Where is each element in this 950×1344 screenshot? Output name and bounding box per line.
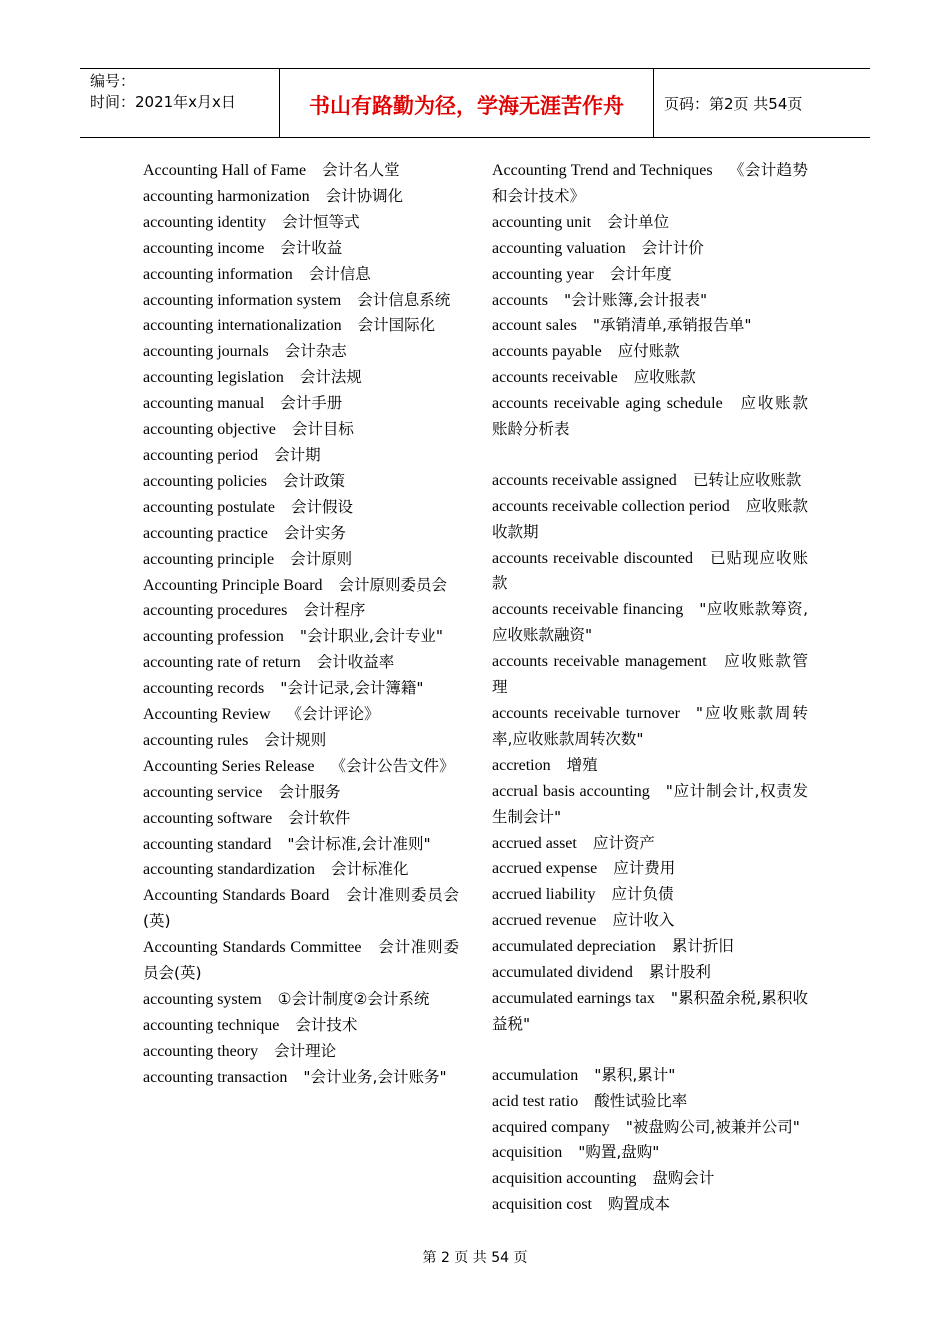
glossary-entry — [492, 236, 808, 262]
entry-term-en: account sales — [492, 317, 577, 335]
entry-term-zh: ①会计制度②会计系统 — [277, 990, 430, 1008]
glossary-entry — [143, 935, 459, 987]
entry-term-zh: 购置成本 — [607, 1195, 670, 1214]
entry-term-zh: 会计服务 — [278, 782, 341, 801]
entry-term-en: accounting service — [143, 783, 263, 801]
entry-term-en: acquisition — [492, 1144, 563, 1162]
entry-term-zh: 会计杂志 — [284, 342, 347, 361]
entry-term-zh: 应收账款 — [633, 368, 696, 387]
entry-term-zh: 增殖 — [566, 755, 598, 774]
glossary-entry — [143, 857, 459, 883]
entry-term-en: accounting information — [143, 265, 293, 283]
glossary-entry — [492, 158, 808, 210]
glossary-entry — [492, 934, 808, 960]
glossary-entry — [492, 339, 808, 365]
glossary-entry — [143, 650, 459, 676]
entry-term-en: accounting principle — [143, 550, 275, 568]
entry-term-zh: 会计标准化 — [330, 860, 409, 879]
entry-term-en: accounting transaction — [143, 1068, 288, 1086]
entry-term-zh: 会计实务 — [283, 523, 346, 542]
entry-term-zh: 会计程序 — [303, 601, 366, 620]
entry-term-zh: 会计协调化 — [325, 186, 404, 205]
glossary-entry — [143, 158, 459, 184]
entry-term-zh: 《会计趋势和会计技术》 — [492, 161, 808, 205]
entry-term-en: accounting technique — [143, 1016, 280, 1034]
entry-term-en: Accounting Trend and Techniques — [492, 162, 713, 179]
entry-term-en: acquisition cost — [492, 1196, 592, 1214]
entry-term-zh: "会计职业,会计专业" — [299, 627, 444, 646]
entry-term-zh: 会计原则 — [290, 549, 353, 568]
entry-term-en: accounting system — [143, 991, 262, 1008]
entry-term-en: accrued asset — [492, 834, 577, 852]
glossary-entry — [143, 495, 459, 521]
entry-term-en: accumulation — [492, 1066, 579, 1084]
entry-term-en: accounting information system — [143, 291, 342, 309]
entry-term-zh: 会计信息 — [308, 264, 371, 283]
glossary-entry — [143, 883, 459, 935]
glossary-entry — [143, 754, 459, 780]
entry-term-en: accounting standardization — [143, 861, 315, 879]
glossary-entry — [492, 882, 808, 908]
entry-term-en: acquisition accounting — [492, 1170, 637, 1188]
entry-term-zh: 会计收益 — [280, 238, 343, 257]
entry-term-en: accounting records — [143, 680, 265, 698]
page-footer: 第 2 页 共 54 页 — [422, 1250, 528, 1266]
entry-term-zh: "应收账款周转率,应收账款周转次数" — [492, 704, 809, 748]
entry-term-en: accumulated depreciation — [492, 938, 656, 956]
entry-term-zh: 已贴现应收账款 — [492, 548, 808, 593]
glossary-entry — [492, 649, 808, 701]
entry-term-zh: "应收账款筹资,应收账款融资" — [492, 600, 809, 645]
entry-term-zh: 应计收入 — [612, 911, 675, 930]
entry-term-en: accounting internationalization — [143, 317, 342, 335]
entry-term-zh: 会计收益率 — [316, 653, 395, 672]
entry-term-en: accounting valuation — [492, 239, 626, 257]
glossary-entry — [492, 1192, 808, 1218]
glossary-entry — [143, 702, 459, 728]
entry-term-zh: 已转让应收账款 — [692, 470, 802, 489]
entry-term-zh: "被盘购公司,被兼并公司" — [625, 1117, 800, 1136]
entry-term-zh: 应计资产 — [592, 833, 655, 852]
entry-term-zh: "购置,盘购" — [578, 1143, 660, 1162]
entry-term-zh: "累积,累计" — [594, 1065, 676, 1084]
entry-term-en: Accounting Standards Committee — [143, 939, 362, 957]
entry-term-en: accounting profession — [143, 628, 284, 646]
entry-term-en: Accounting Principle Board — [143, 576, 323, 594]
entry-term-zh: 会计法规 — [299, 368, 362, 387]
entry-term-en: accounting standard — [143, 835, 272, 853]
glossary-entry — [492, 313, 808, 339]
entry-term-en: Accounting Hall of Fame — [143, 162, 307, 179]
glossary-entry — [143, 573, 459, 599]
glossary-entry — [143, 210, 459, 236]
entry-term-zh: "会计业务,会计账务" — [303, 1067, 447, 1086]
entry-term-zh: 会计单位 — [607, 212, 670, 231]
entry-term-en: accounting income — [143, 239, 265, 257]
entry-term-zh: 会计恒等式 — [282, 212, 360, 231]
entry-term-zh: 会计软件 — [288, 808, 351, 827]
glossary-entry — [143, 780, 459, 806]
entry-term-zh: 会计手册 — [280, 394, 343, 413]
glossary-entry — [143, 313, 459, 339]
entry-term-en: accounts — [492, 291, 548, 309]
entry-term-en: accounting postulate — [143, 498, 275, 516]
entry-term-zh: "会计账簿,会计报表" — [563, 290, 708, 309]
entry-term-zh: 会计原则委员会 — [338, 575, 448, 594]
glossary-entry — [143, 391, 459, 417]
glossary-entry — [492, 831, 808, 857]
entry-term-zh: 应收账款账龄分析表 — [492, 394, 808, 439]
entry-term-en: accretion — [492, 756, 551, 774]
entry-term-zh: 会计期 — [274, 445, 321, 464]
entry-term-en: accounting journals — [143, 343, 269, 361]
number-label: 编号： — [90, 72, 136, 90]
entry-term-en: accounts receivable management — [492, 653, 707, 671]
glossary-entry — [492, 468, 808, 494]
glossary-entry — [492, 494, 808, 546]
glossary-entry — [143, 443, 459, 469]
glossary-entry — [143, 1013, 459, 1039]
entry-term-en: acid test ratio — [492, 1092, 579, 1110]
entry-term-zh: "会计记录,会计簿籍" — [280, 679, 424, 698]
entry-term-zh: 会计准则委员会(英) — [143, 938, 459, 983]
entry-spacer — [492, 1038, 808, 1063]
entry-term-zh: "应计制会计,权责发生制会计" — [492, 781, 808, 826]
time-label: 时间：2021年x月x日 — [90, 93, 236, 111]
entry-term-en: accounting policies — [143, 472, 267, 490]
entry-term-zh: 会计年度 — [609, 264, 672, 283]
glossary-entry — [492, 1166, 808, 1192]
entry-term-en: Accounting Series Release — [143, 757, 315, 775]
glossary-entry — [492, 1063, 808, 1089]
glossary-entry — [492, 701, 808, 753]
entry-term-en: accounting identity — [143, 213, 267, 231]
glossary-entry — [143, 832, 459, 858]
header-page-label: 页码：第2页 共54页 — [664, 94, 803, 113]
glossary-entry — [492, 262, 808, 288]
glossary-entry — [143, 624, 459, 650]
glossary-entry — [492, 210, 808, 236]
entry-term-zh: 酸性试验比率 — [594, 1091, 688, 1110]
glossary-entry — [143, 1039, 459, 1065]
glossary-entry — [143, 547, 459, 573]
entry-term-en: accounting software — [143, 809, 273, 827]
glossary-entry — [492, 1115, 808, 1141]
entry-term-en: accounting legislation — [143, 369, 284, 387]
glossary-entry — [492, 1089, 808, 1115]
entry-term-en: accumulated dividend — [492, 964, 633, 982]
page-header — [80, 68, 870, 138]
entry-term-zh: 《会计评论》 — [286, 705, 380, 724]
entry-term-en: accumulated earnings tax — [492, 989, 655, 1007]
entry-term-en: accounting period — [143, 446, 259, 464]
entry-term-zh: 会计准则委员会(英) — [143, 886, 459, 931]
entry-term-en: accrual basis accounting — [492, 782, 650, 800]
entry-term-zh: "会计标准,会计准则" — [287, 834, 431, 853]
entry-term-zh: 会计目标 — [291, 420, 354, 439]
entry-term-en: accounting unit — [492, 213, 592, 231]
glossary-entry — [143, 469, 459, 495]
entry-term-zh: 会计名人堂 — [322, 161, 400, 179]
glossary-entry — [143, 598, 459, 624]
entry-term-en: acquired company — [492, 1118, 610, 1136]
glossary-entry — [143, 339, 459, 365]
entry-term-en: accounts receivable aging schedule — [492, 395, 723, 413]
entry-term-zh: 累计股利 — [648, 963, 711, 982]
entry-term-en: accounting harmonization — [143, 187, 310, 205]
entry-term-en: accounts receivable collection period — [492, 497, 730, 515]
glossary-entry — [143, 521, 459, 547]
entry-term-zh: 应收账款管理 — [492, 652, 808, 697]
glossary-entry — [143, 728, 459, 754]
entry-term-en: accounts receivable assigned — [492, 471, 677, 489]
entry-term-en: accounts receivable turnover — [492, 705, 680, 723]
entry-term-en: accounting theory — [143, 1042, 259, 1060]
entry-term-zh: 会计国际化 — [357, 316, 436, 335]
glossary-entry — [143, 236, 459, 262]
glossary-entry — [492, 960, 808, 986]
entry-term-en: accrued revenue — [492, 912, 597, 930]
entry-term-zh: 应收账款收款期 — [492, 496, 808, 541]
entry-term-zh: 会计信息系统 — [357, 290, 451, 309]
entry-term-zh: 《会计公告文件》 — [330, 756, 455, 775]
glossary-entry — [492, 986, 808, 1038]
glossary-entry — [143, 417, 459, 443]
glossary-entry — [492, 288, 808, 314]
glossary-entry — [492, 908, 808, 934]
glossary-entry — [143, 1065, 459, 1091]
entry-term-zh: 会计计价 — [641, 238, 704, 257]
glossary-entry — [143, 987, 459, 1013]
glossary-entry — [492, 391, 808, 443]
entry-term-en: accounting manual — [143, 395, 265, 413]
entry-term-en: accounting year — [492, 265, 594, 283]
entry-term-zh: 会计技术 — [295, 1015, 358, 1034]
entry-term-zh: 应计费用 — [613, 859, 676, 878]
entry-term-en: accounts receivable discounted — [492, 549, 694, 567]
glossary-entry — [492, 856, 808, 882]
entry-term-en: Accounting Review — [143, 706, 271, 724]
entry-term-zh: 会计规则 — [264, 730, 327, 749]
entry-term-en: accrued liability — [492, 886, 596, 904]
header-motto: 书山有路勤为径，学海无涯苦作舟 — [280, 69, 654, 137]
entry-term-zh: 会计政策 — [282, 471, 345, 490]
header-meta — [80, 69, 280, 137]
entry-term-zh: 应计负债 — [611, 885, 674, 904]
glossary-entry — [143, 365, 459, 391]
entry-term-en: accrued expense — [492, 860, 598, 878]
glossary-entry — [492, 365, 808, 391]
entry-term-en: accounts receivable financing — [492, 601, 684, 619]
glossary-left-column — [143, 158, 459, 1091]
glossary-entry — [492, 546, 808, 598]
entry-term-zh: "承销清单,承销报告单" — [592, 316, 752, 335]
glossary-entry — [492, 597, 808, 649]
entry-term-zh: 应付账款 — [617, 342, 680, 361]
glossary-entry — [492, 753, 808, 779]
entry-term-en: accounting practice — [143, 524, 268, 542]
entry-term-en: Accounting Standards Board — [143, 887, 330, 905]
entry-term-en: accounting rules — [143, 731, 249, 749]
entry-term-en: accounting procedures — [143, 602, 288, 620]
glossary-right-column — [492, 158, 808, 1218]
entry-term-zh: 会计假设 — [290, 497, 353, 516]
entry-term-zh: 累计折旧 — [671, 937, 734, 956]
entry-term-en: accounts receivable — [492, 369, 618, 387]
glossary-entry — [492, 779, 808, 831]
glossary-entry — [143, 806, 459, 832]
entry-term-zh: 盘购会计 — [652, 1169, 715, 1188]
glossary-entry — [143, 676, 459, 702]
entry-spacer — [492, 443, 808, 468]
entry-term-zh: 会计理论 — [274, 1041, 337, 1060]
glossary-entry — [143, 262, 459, 288]
entry-term-en: accounting objective — [143, 421, 276, 439]
glossary-entry — [492, 1140, 808, 1166]
entry-term-en: accounting rate of return — [143, 654, 301, 672]
glossary-entry — [143, 184, 459, 210]
entry-term-zh: "累积盈余税,累积收益税" — [492, 988, 809, 1033]
entry-term-en: accounts payable — [492, 343, 602, 361]
glossary-entry — [143, 288, 459, 314]
